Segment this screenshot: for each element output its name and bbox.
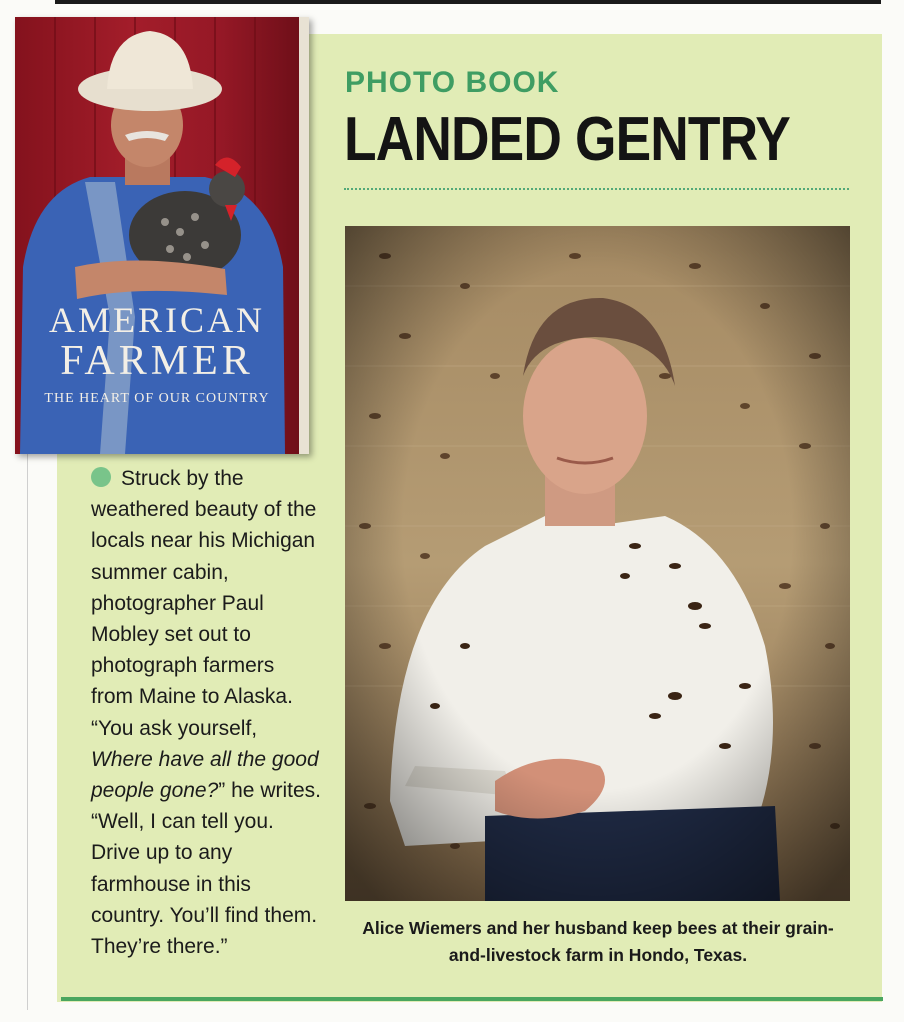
book-cover-image — [15, 17, 309, 454]
body-text-part-1: Struck by the weathered beauty of the locals near his Michigan summer cabin, photographer Paul Mobley set out to photograph farmers from Maine to Alaska. “You ask yourself, — [91, 467, 317, 740]
book-title-line-2: FARMER — [60, 338, 254, 384]
dotted-divider — [344, 188, 849, 190]
book-cover-farmer-illustration — [15, 17, 309, 454]
section-kicker: PHOTO BOOK — [345, 66, 560, 99]
book-title-line-1: AMERICAN — [48, 300, 265, 340]
beekeeper-photo-illustration — [345, 226, 850, 901]
book-subtitle: THE HEART OF OUR COUNTRY — [44, 391, 270, 406]
book-page-edge — [299, 17, 309, 454]
portrait-photo — [345, 226, 850, 901]
article-body — [91, 463, 321, 962]
body-quote-italic: Where have all the good people gone? — [91, 747, 319, 803]
photo-caption: Alice Wiemers and her husband keep bees at their grain-and-livestock farm in Hondo, Texas. — [362, 918, 834, 965]
panel-bottom-rule — [61, 997, 883, 1001]
headline: LANDED GENTRY — [344, 105, 791, 174]
top-rule — [55, 0, 881, 4]
bullet-dot-icon — [91, 467, 111, 487]
body-text-part-2: ” he writes. “Well, I can tell you. Drive up to any farmhouse in this country. You’ll find them. They’re there.” — [91, 779, 321, 959]
